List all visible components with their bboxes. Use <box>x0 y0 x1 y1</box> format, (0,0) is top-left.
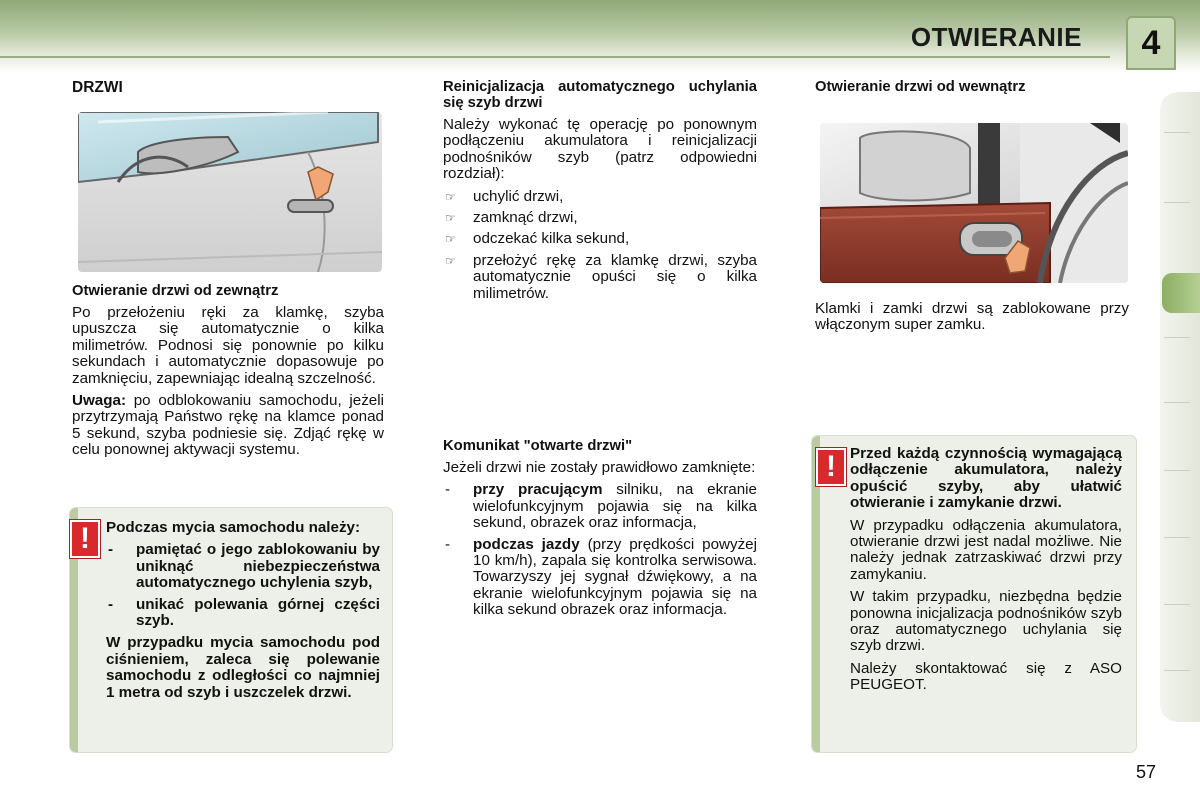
list-item-text: przełożyć rękę za klamkę drzwi, szyba automatycznie opuści się o kilka milimetrów. <box>473 251 757 302</box>
list-item <box>443 482 757 531</box>
list-item <box>443 210 757 226</box>
reinit-heading: Reinicjalizacja automatycznego uchylania się szyb drzwi <box>443 79 757 111</box>
exclamation-warning-icon: ! <box>70 520 100 558</box>
washing-warning-list <box>106 542 380 629</box>
list-item <box>106 542 380 591</box>
side-tab-divider <box>1164 604 1190 605</box>
list-item-bold: przy pracującym <box>473 481 603 499</box>
chapter-tab[interactable] <box>1126 16 1176 70</box>
washing-warning-closing: W przypadku mycia samochodu pod ciśnieniem, zaleca się polewanie samochodu z odległości co najmniej 1 metra od szyb i uszczelek drzwi. <box>106 634 380 701</box>
list-item-bold: podczas jazdy <box>473 535 580 553</box>
inside-opening-caption: Klamki i zamki drzwi są zablokowane przy włączonym super zamku. <box>815 300 1129 334</box>
pointing-hand-bullet-icon: ☞ <box>445 211 456 226</box>
inside-opening-caption-block <box>815 301 1129 340</box>
outside-opening-heading: Otwieranie drzwi od zewnątrz <box>72 283 279 299</box>
dash-marker: - <box>445 535 451 553</box>
list-item-text: zamknąć drzwi, <box>473 209 578 227</box>
battery-warning-text <box>850 446 1122 700</box>
inside-opening-heading: Otwieranie drzwi od wewnątrz <box>815 79 1026 95</box>
exclamation-warning-icon: ! <box>816 448 846 486</box>
inside-opening-heading-block <box>815 79 1129 101</box>
header-rule <box>0 56 1110 58</box>
list-item-text: pamiętać o jego zablokowaniu by uniknąć niebezpieczeństwa automatycznego uchylenia szyb, <box>136 541 380 592</box>
side-tab-active[interactable] <box>1162 273 1200 313</box>
page-title: OTWIERANIE <box>910 22 1082 52</box>
battery-warning-box <box>812 436 1136 752</box>
pointing-hand-bullet-icon: ☞ <box>445 189 456 204</box>
list-item-text: uchylić drzwi, <box>473 187 564 205</box>
outside-opening-section <box>72 283 384 465</box>
door-interior-illustration <box>820 123 1128 283</box>
door-open-message-section <box>443 438 757 625</box>
dash-marker: - <box>108 595 114 613</box>
pointing-hand-bullet-icon: ☞ <box>445 232 456 247</box>
section-title: DRZWI <box>72 79 123 96</box>
outside-opening-paragraph: Po przełożeniu ręki za klamkę, szyba upuszcza się automatycznie o kilka milimetrów. Podnosi się ponownie po kilku sekundach i automatycznie dopasowuje po zamknięciu, zapewniając idealną szczelność. <box>72 304 384 387</box>
washing-warning-intro: Podczas mycia samochodu należy: <box>106 519 361 536</box>
dash-marker: - <box>108 541 114 559</box>
reinit-intro: Należy wykonać tę operację po ponownym podłączeniu akumulatora i reinicjalizacji podnośników szyb (patrz odpowiedni rozdział): <box>443 116 757 183</box>
reinit-section <box>443 79 757 307</box>
list-item-text: odczekać kilka sekund, <box>473 230 630 248</box>
side-tab-divider <box>1164 402 1190 403</box>
list-item-text: unikać polewania górnej części szyb. <box>136 595 380 630</box>
washing-warning-text <box>106 520 380 707</box>
note-label: Uwaga: <box>72 392 127 410</box>
reinit-steps-list <box>443 189 757 302</box>
message-heading: Komunikat "otwarte drzwi" <box>443 438 633 454</box>
list-item-text: silniku, na ekranie wielofunkcyjnym pojawia się na kilka sekund, obrazek oraz informacja, <box>473 481 757 532</box>
side-tab-divider <box>1164 537 1190 538</box>
washing-warning-box <box>70 508 392 752</box>
pointing-hand-bullet-icon: ☞ <box>445 253 456 268</box>
door-exterior-illustration <box>78 112 382 272</box>
list-item <box>443 231 757 247</box>
side-tab-divider <box>1164 470 1190 471</box>
list-item <box>443 253 757 302</box>
battery-warning-para2: W takim przypadku, niezbędna będzie ponowna inicjalizacja podnośników szyb oraz automatycznego uchylania się szyb drzwi. <box>850 588 1122 655</box>
side-tab-divider <box>1164 337 1190 338</box>
chapter-number: 4 <box>1141 24 1161 62</box>
side-tab-divider <box>1164 202 1190 203</box>
list-item-text: (przy prędkości powyżej 10 km/h), zapala się kontrolka serwisowa. Towarzyszy jej sygnał dźwiękowy, a na ekranie wielofunkcyjnym pojawia się na kilka sekund obrazek oraz informacja. <box>473 535 757 619</box>
message-intro: Jeżeli drzwi nie zostały prawidłowo zamknięte: <box>443 459 756 476</box>
side-chapter-tabs <box>1160 92 1200 722</box>
list-item <box>443 189 757 205</box>
battery-warning-para1: W przypadku odłączenia akumulatora, otwieranie drzwi jest nadal możliwe. Nie należy jednak zatrzaskiwać drzwi przy zamykaniu. <box>850 516 1122 583</box>
dash-marker: - <box>445 481 451 499</box>
message-list <box>443 482 757 618</box>
battery-warning-bold: Przed każdą czynnością wymagającą odłączenie akumulatora, należy opuścić szyby, aby ułatwić otwieranie i zamykanie drzwi. <box>850 445 1122 512</box>
battery-warning-para3: Należy skontaktować się z ASO PEUGEOT. <box>850 659 1122 694</box>
list-item <box>443 537 757 619</box>
list-item <box>106 597 380 630</box>
side-tab-divider <box>1164 132 1190 133</box>
page-number: 57 <box>1136 762 1157 782</box>
note-text: po odblokowaniu samochodu, jeżeli przytrzymają Państwo rękę na klamce ponad 5 sekund, szyba podniesie się. Zdjąć rękę w celu ponownej aktywacji systemu. <box>72 392 384 459</box>
door-exterior-drawing <box>78 112 382 272</box>
outside-opening-note <box>72 393 384 459</box>
door-interior-drawing <box>820 123 1128 283</box>
side-tab-divider <box>1164 670 1190 671</box>
